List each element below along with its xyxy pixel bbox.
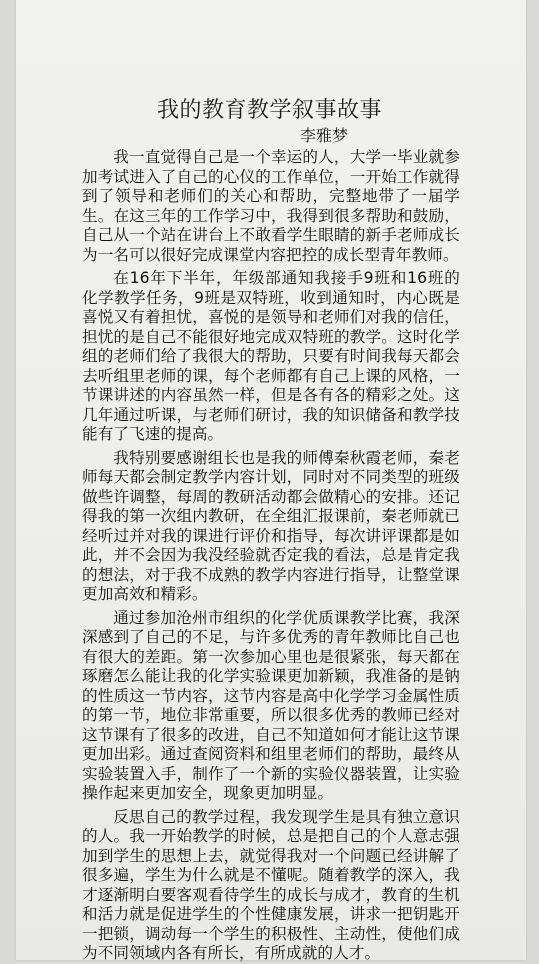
author-name: 李雅梦: [300, 126, 349, 145]
paragraph: 反思自己的教学过程，我发现学生是具有独立意识的人。我一开始教学的时候，总是把自己的个人意志强加到学生的思想上去，就觉得我对一个问题已经讲解了很多遍，学生为什么就是不懂呢。随着教学的深入，我才逐渐明白要客观看待学生的成长与成才，教育的生机和活力就是促进学生的个性健康发展，讲求一把钥匙开一把锁，调动每一个学生的积极性、主动性，使他们成为不同领域内各有所长，有所成就的人才。: [82, 807, 460, 962]
document-title: 我的教育教学叙事故事: [156, 98, 382, 123]
paragraph: 在16年下半年，年级部通知我接手9班和16班的化学教学任务，9班是双特班，收到通知时，内心既是喜悦又有着担忧，喜悦的是领导和老师们对我的信任，担忧的是自己不能很好地完成双特班的教学。这时化学组的老师们给了我很大的帮助，只要有时间我每天都会去听组里老师的课，每个老师都有自己上课的风格，一节课讲述的内容虽然一样，但是各有各的精彩之处。这几年通过听课，与老师们研讨，我的知识储备和教学技能有了飞速的提高。: [82, 269, 460, 443]
document-body: [82, 148, 460, 964]
paragraph: 我特别要感谢组长也是我的师傅秦秋霞老师，秦老师每天都会制定教学内容计划，同时对不同类型的班级做些许调整，每周的教研活动都会做精心的安排。还记得我的第一次组内教研，在全组汇报课前，秦老师就已经听过并对我的课进行评价和指导，每次讲评课都是如此，并不会因为我没经验就否定我的看法，总是肯定我的想法，对于我不成熟的教学内容进行指导，让整堂课更加高效和精彩。: [82, 448, 460, 603]
paragraph: 通过参加沧州市组织的化学优质课教学比赛，我深深感到了自己的不足，与许多优秀的青年教师比自己也有很大的差距。第一次参加心里也是很紧张，每天都在琢磨怎么能让我的化学实验课更加新颖，我准备的是钠的性质这一节内容，这节内容是高中化学学习金属性质的第一节，地位非常重要，所以很多优秀的教师已经对这节课有了很多的改进，自己不知道如何才能让这节课更加出彩。通过查阅资料和组里老师们的帮助，最终从实验装置入手，制作了一个新的实验仪器装置，让实验操作起来更加安全，现象更加明显。: [82, 608, 460, 802]
paragraph: 我一直觉得自己是一个幸运的人，大学一毕业就参加考试进入了自己的心仪的工作单位，一开始工作就得到了领导和老师们的关心和帮助，完整地带了一届学生。在这三年的工作学习中，我得到很多帮助和鼓励，自己从一个站在讲台上不敢看学生眼睛的新手老师成长为一名可以很好完成课堂内容把控的成长型青年教师。: [82, 148, 460, 264]
